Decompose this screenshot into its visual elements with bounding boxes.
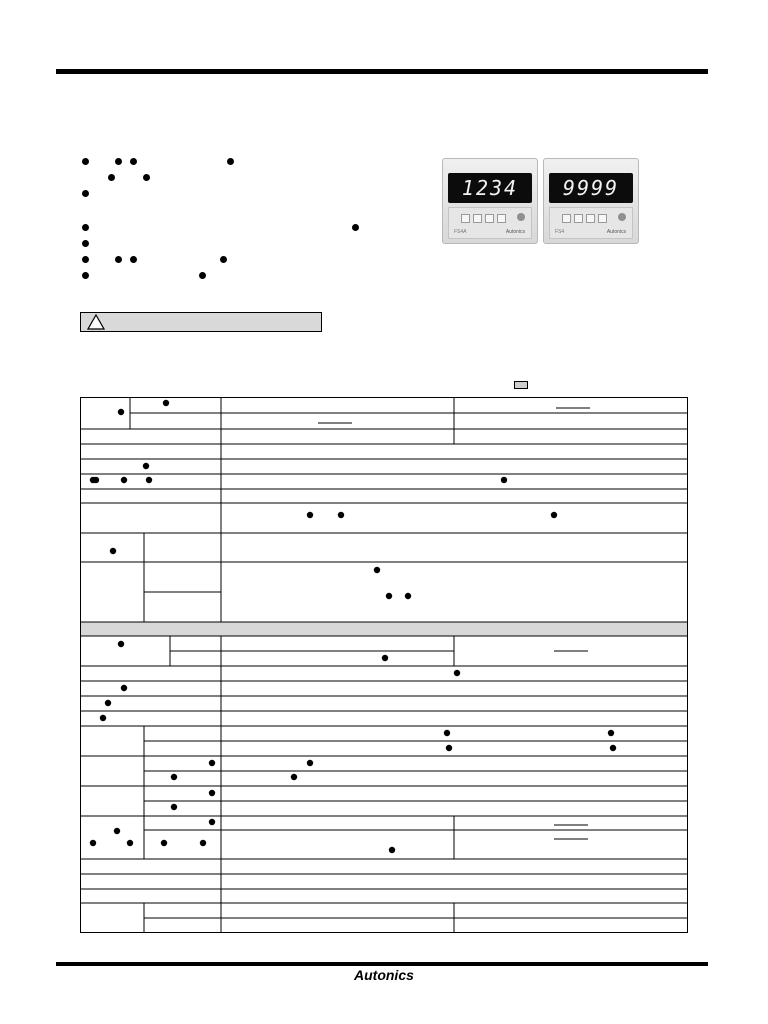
counter-display: 1234: [448, 173, 532, 203]
key-button: [473, 214, 482, 223]
brand-label: Autonics: [606, 229, 626, 235]
footer-brand-logo: Autonics: [354, 967, 414, 983]
feature-dot: [352, 224, 359, 231]
key-button: [497, 214, 506, 223]
feature-dot: [220, 256, 227, 263]
caution-bar: [80, 312, 322, 332]
option-legend-box: [514, 381, 528, 389]
feature-dot: [115, 256, 122, 263]
key-button: [586, 214, 595, 223]
bottom-rule: [56, 962, 708, 966]
product-photo: [442, 158, 538, 244]
key-button: [574, 214, 583, 223]
feature-dot: [82, 272, 89, 279]
feature-dot: [82, 158, 89, 165]
feature-dot: [130, 158, 137, 165]
feature-dot: [82, 190, 89, 197]
feature-dot: [130, 256, 137, 263]
feature-dot: [227, 158, 234, 165]
feature-dot: [108, 174, 115, 181]
warning-triangle-icon: [87, 314, 105, 330]
key-button: [598, 214, 607, 223]
feature-dot: [82, 224, 89, 231]
button-panel: [448, 207, 532, 239]
model-label: FS4: [555, 229, 565, 235]
button-panel: [549, 207, 633, 239]
key-button: [562, 214, 571, 223]
feature-dot: [82, 256, 89, 263]
top-rule: [56, 69, 708, 74]
counter-display: 9999: [549, 173, 633, 203]
model-label: FS4A: [454, 229, 467, 235]
key-button: [461, 214, 470, 223]
product-photo: [543, 158, 639, 244]
key-button: [485, 214, 494, 223]
feature-dot: [82, 240, 89, 247]
feature-dot: [143, 174, 150, 181]
feature-dot: [115, 158, 122, 165]
reset-knob: [517, 213, 525, 221]
brand-label: Autonics: [505, 229, 525, 235]
feature-dot: [199, 272, 206, 279]
reset-knob: [618, 213, 626, 221]
specification-table: [80, 397, 688, 933]
